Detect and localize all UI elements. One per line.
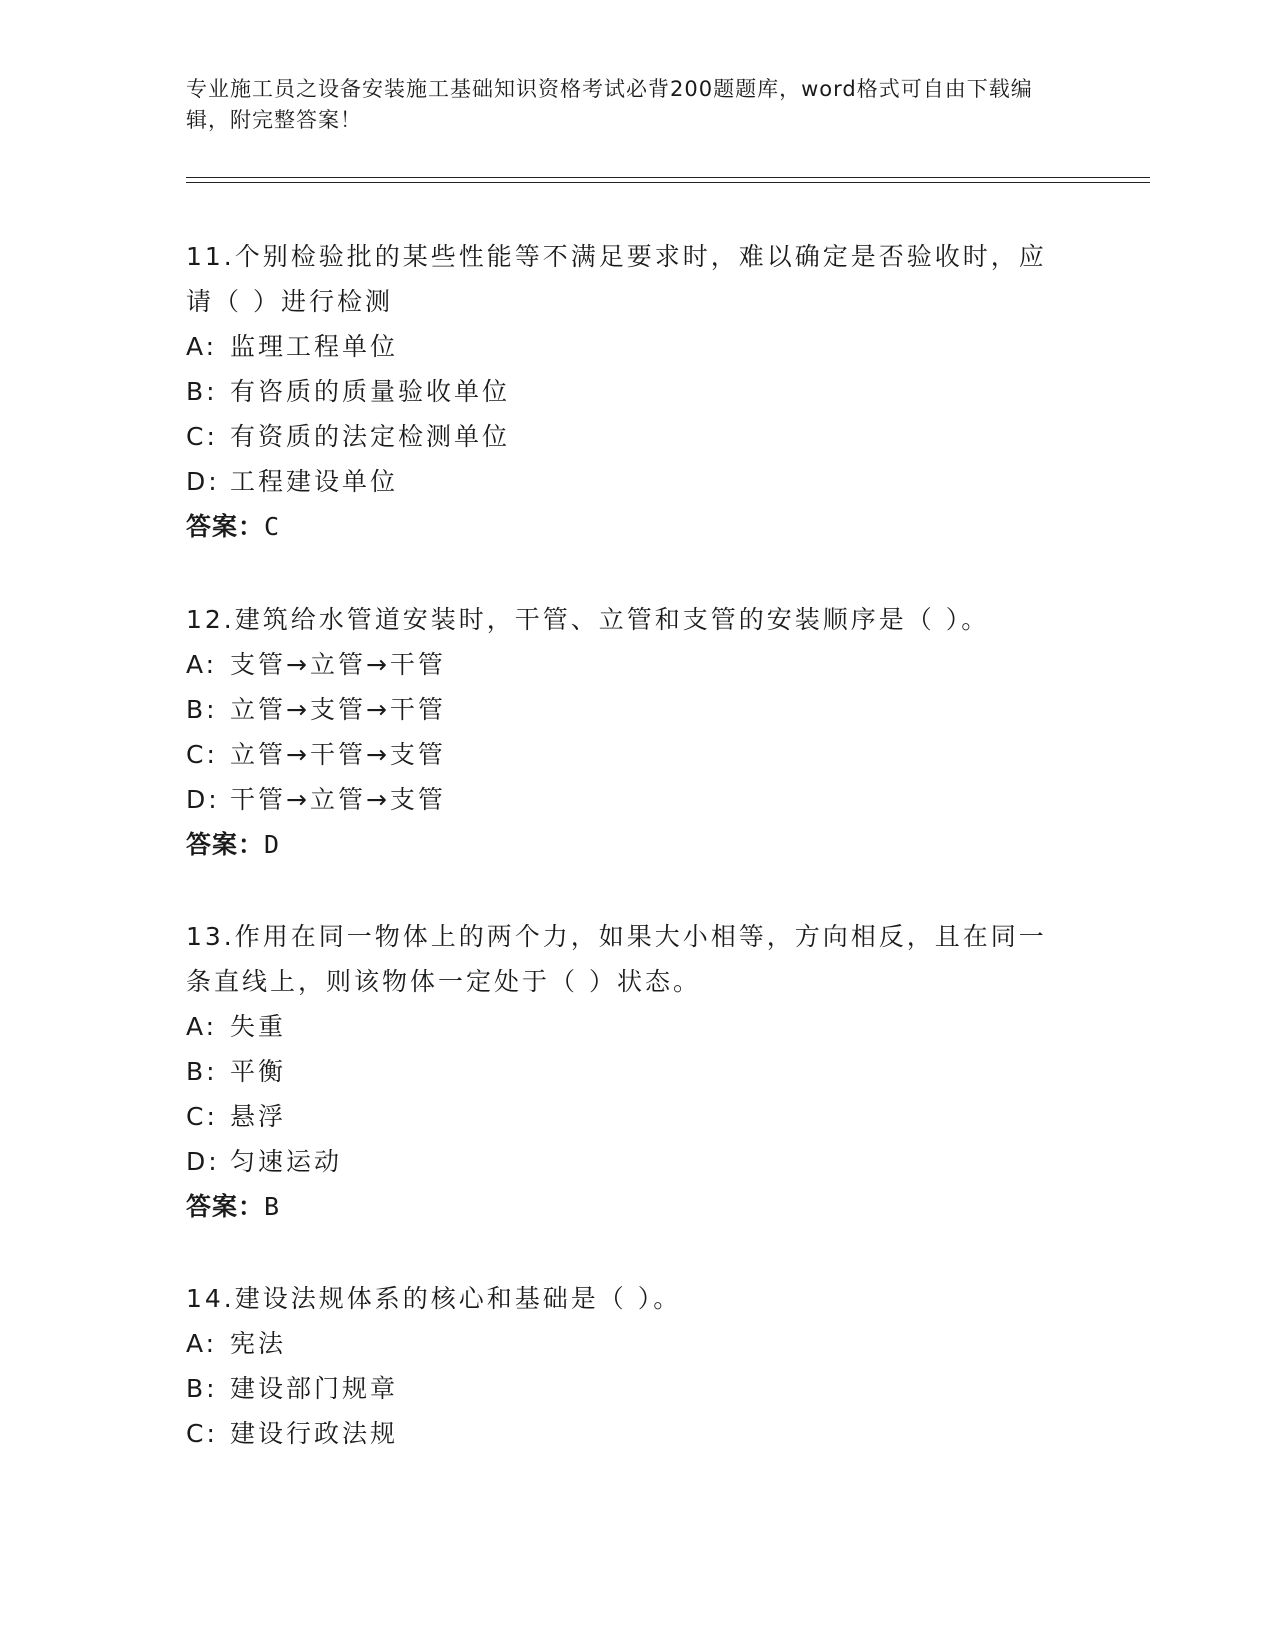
option-c xyxy=(186,414,1066,459)
header-divider-top xyxy=(186,177,1150,178)
question-14 xyxy=(186,1276,1066,1456)
document-header: 专业施工员之设备安装施工基础知识资格考试必背200题题库，word格式可自由下载编辑，附完整答案！ xyxy=(186,77,1033,132)
header-divider-bottom xyxy=(186,182,1150,183)
option-a xyxy=(186,642,1066,687)
option-text: 干管→立管→支管 xyxy=(230,785,446,814)
question-12 xyxy=(186,597,1066,867)
option-a xyxy=(186,324,1066,369)
option-letter: A: xyxy=(186,650,218,679)
option-letter: A: xyxy=(186,332,218,361)
option-letter: D: xyxy=(186,1147,220,1176)
option-letter: A: xyxy=(186,1329,218,1358)
option-text: 有资质的法定检测单位 xyxy=(230,422,511,451)
option-text: 建设部门规章 xyxy=(230,1374,399,1403)
answer-label: 答案： xyxy=(186,512,265,541)
option-text: 宪法 xyxy=(230,1329,287,1358)
option-d xyxy=(186,777,1066,822)
question-stem: 12.建筑给水管道安装时，干管、立管和支管的安装顺序是（ ）。 xyxy=(186,605,990,634)
option-text: 立管→支管→干管 xyxy=(230,695,446,724)
answer-line xyxy=(186,822,1066,867)
option-text: 悬浮 xyxy=(230,1102,287,1131)
option-letter: C: xyxy=(186,740,218,769)
option-text: 建设行政法规 xyxy=(230,1419,399,1448)
option-letter: B: xyxy=(186,1057,218,1086)
question-stem: 11.个别检验批的某些性能等不满足要求时，难以确定是否验收时，应请（ ）进行检测 xyxy=(186,242,1047,316)
option-a xyxy=(186,1321,1066,1366)
option-letter: B: xyxy=(186,695,218,724)
option-letter: B: xyxy=(186,1374,218,1403)
question-stem: 13.作用在同一物体上的两个力，如果大小相等，方向相反，且在同一条直线上，则该物体一定处于（ ）状态。 xyxy=(186,922,1047,996)
option-text: 匀速运动 xyxy=(230,1147,343,1176)
option-letter: B: xyxy=(186,377,218,406)
option-b xyxy=(186,687,1066,732)
option-letter: C: xyxy=(186,1419,218,1448)
option-letter: D: xyxy=(186,785,220,814)
answer-label: 答案： xyxy=(186,830,265,859)
answer-value: C xyxy=(264,512,281,541)
option-text: 监理工程单位 xyxy=(230,332,399,361)
option-b xyxy=(186,1366,1066,1411)
option-b xyxy=(186,1049,1066,1094)
question-stem: 14.建设法规体系的核心和基础是（ ）。 xyxy=(186,1284,682,1313)
option-a xyxy=(186,1004,1066,1049)
option-text: 工程建设单位 xyxy=(230,467,399,496)
option-d xyxy=(186,459,1066,504)
option-letter: A: xyxy=(186,1012,218,1041)
option-letter: D: xyxy=(186,467,220,496)
option-c xyxy=(186,1094,1066,1139)
option-text: 立管→干管→支管 xyxy=(230,740,446,769)
option-c xyxy=(186,1411,1066,1456)
answer-value: D xyxy=(264,830,281,859)
option-letter: C: xyxy=(186,1102,218,1131)
answer-line xyxy=(186,504,1066,549)
option-text: 有咨质的质量验收单位 xyxy=(230,377,511,406)
option-d xyxy=(186,1139,1066,1184)
question-11 xyxy=(186,234,1066,549)
option-b xyxy=(186,369,1066,414)
option-text: 失重 xyxy=(230,1012,287,1041)
question-13 xyxy=(186,914,1066,1229)
answer-line xyxy=(186,1184,1066,1229)
option-text: 支管→立管→干管 xyxy=(230,650,446,679)
option-c xyxy=(186,732,1066,777)
answer-label: 答案： xyxy=(186,1192,265,1221)
answer-value: B xyxy=(264,1192,281,1221)
option-letter: C: xyxy=(186,422,218,451)
option-text: 平衡 xyxy=(230,1057,287,1086)
